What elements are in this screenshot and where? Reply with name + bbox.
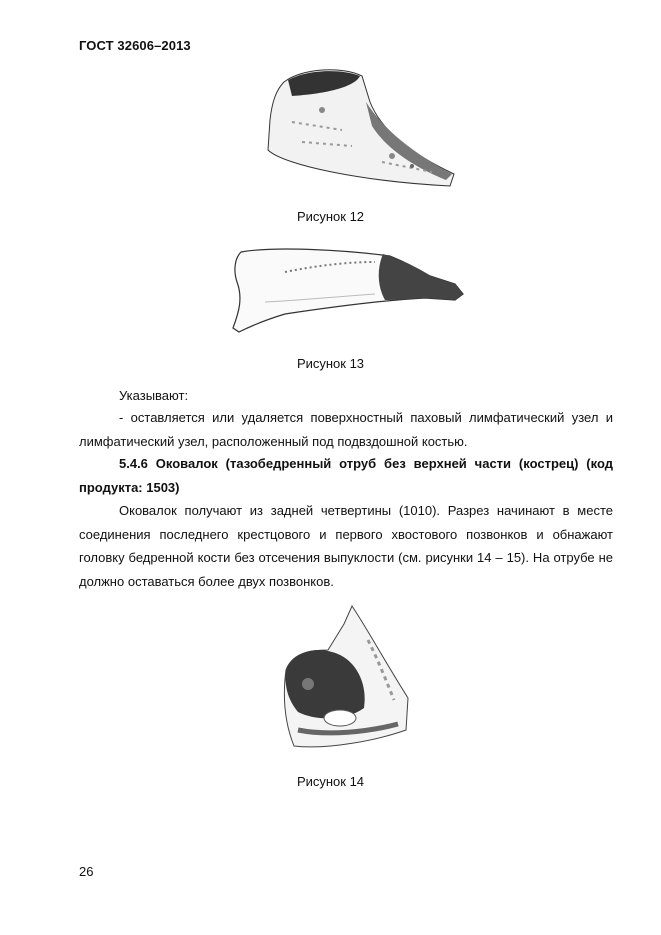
figure-12-caption: Рисунок 12 <box>296 209 365 224</box>
figure-13-image <box>225 242 470 337</box>
figure-12-image <box>262 62 462 192</box>
figure-14-caption: Рисунок 14 <box>296 774 365 789</box>
document-header: ГОСТ 32606–2013 <box>79 38 191 53</box>
paragraph-indicate: Указывают: <box>119 388 189 403</box>
paragraph-lymph-node: - оставляется или удаляется поверхностный паховый лимфатический узел и лимфатический узел, расположенный под подвздошной костью. <box>79 410 613 449</box>
figure-13-caption: Рисунок 13 <box>296 356 365 371</box>
page-number: 26 <box>79 864 94 879</box>
figure-14-image <box>268 600 418 755</box>
paragraph-okovalok: Оковалок получают из задней четвертины (1010). Разрез начинают в месте соединения последнего крестцового и первого хвостового позвонков и обнажают головку бедренной кости без отсечения выпуклости (см. рисунки 14 – 15). На отрубе не должно оставаться более двух позвонков. <box>79 503 613 589</box>
section-heading-5-4-6: 5.4.6 Оковалок (тазобедренный отруб без верхней части (кострец) (код продукта: 1503) <box>79 456 613 495</box>
